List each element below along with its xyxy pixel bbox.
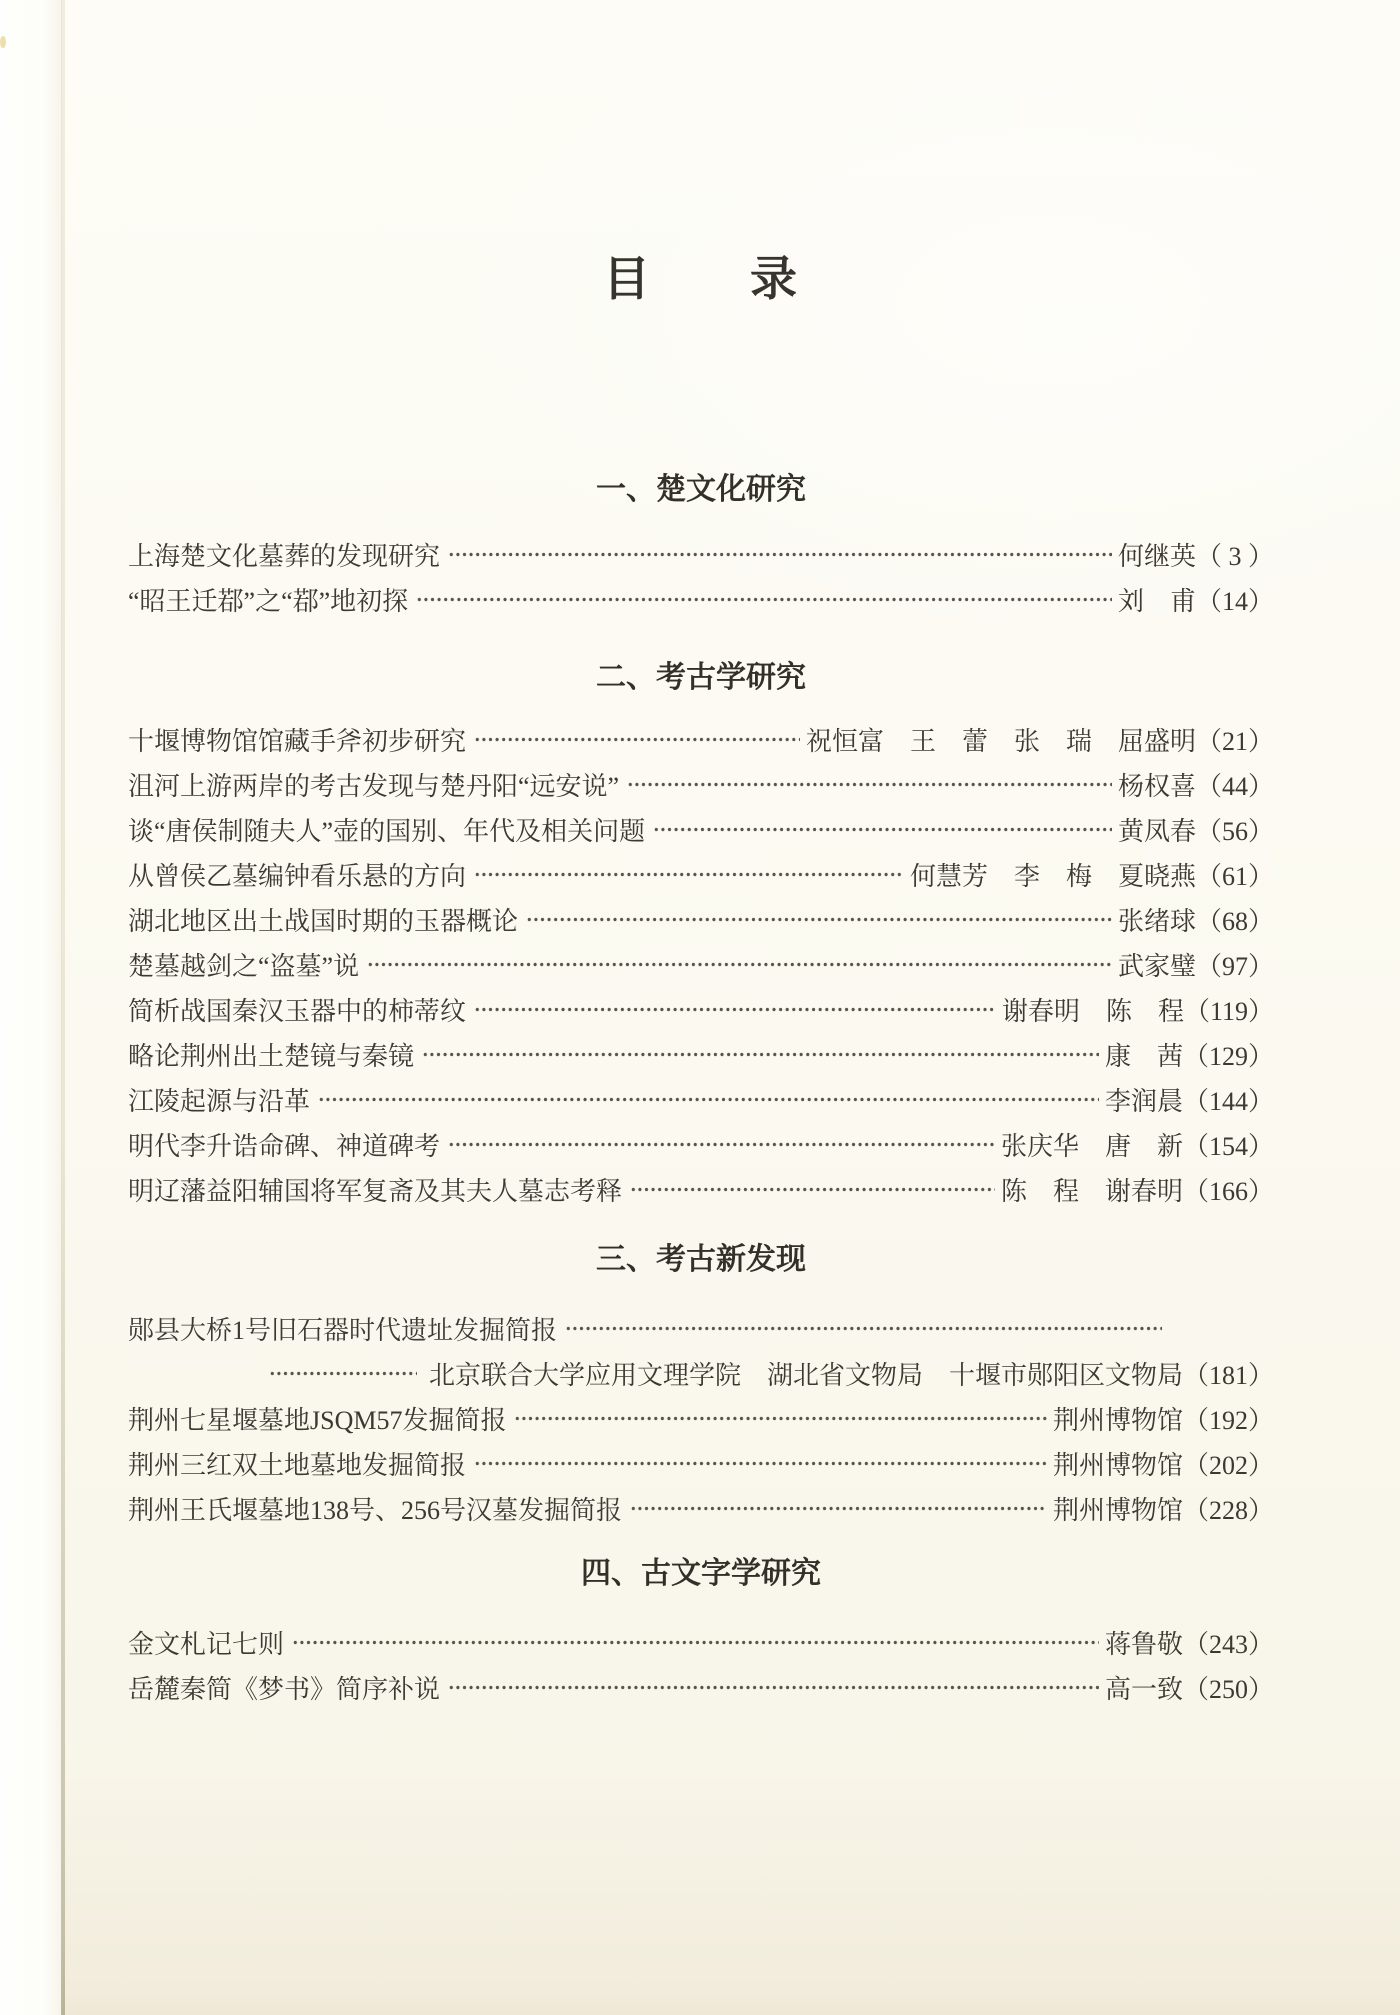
entry-title: 荆州三红双土地墓地发掘简报: [128, 1451, 467, 1480]
entry-authors: 李润晨: [1104, 1087, 1183, 1116]
entry-title: 荆州王氏堰墓地138号、256号汉墓发掘简报: [128, 1496, 623, 1525]
leader-dots: [474, 717, 800, 762]
page-edge-strip: [0, 0, 62, 2015]
scan-speck: [0, 36, 6, 48]
toc-entry: [128, 1486, 1274, 1531]
entry-page-number: （119）: [1183, 997, 1274, 1026]
toc-entry: [128, 1122, 1274, 1167]
entry-authors: 荆州博物馆: [1052, 1406, 1183, 1435]
entry-authors: 陈 程 谢春明: [1000, 1177, 1183, 1206]
section-heading: 三、考古新发现: [596, 1242, 806, 1277]
toc-entry: [128, 942, 1274, 987]
entry-authors: 北京联合大学应用文理学院 湖北省文物局 十堰市郧阳区文物局: [428, 1361, 1183, 1390]
entry-title: 明辽藩益阳辅国将军复斋及其夫人墓志考释: [128, 1177, 623, 1206]
entry-page-number: （21）: [1195, 727, 1274, 756]
leader-dots: [448, 1122, 995, 1167]
toc-entry: [128, 987, 1274, 1032]
toc-section: [128, 469, 1274, 622]
section-rows: [128, 532, 1274, 622]
entry-page-number: （181）: [1182, 1361, 1274, 1390]
entry-authors: 黄凤春: [1117, 817, 1196, 846]
section-rows: [128, 717, 1274, 1212]
toc-section: [128, 1239, 1274, 1531]
entry-page-number: （144）: [1182, 1087, 1274, 1116]
leader-dots: [627, 762, 1112, 807]
entry-authors: 张绪球: [1117, 907, 1196, 936]
entry-page-number: （250）: [1182, 1675, 1274, 1704]
leader-dots: [514, 1396, 1046, 1441]
section-heading: 一、楚文化研究: [596, 472, 806, 507]
page-title: 目 录: [603, 254, 799, 306]
entry-authors: 谢春明 陈 程: [1001, 997, 1184, 1026]
leader-dots: [448, 532, 1112, 577]
leader-dots: [474, 987, 996, 1032]
entry-title: 楚墓越剑之“盗墓”说: [128, 952, 360, 981]
section-heading: 二、考古学研究: [596, 660, 806, 695]
entry-page-number: （ 3 ）: [1195, 542, 1274, 571]
section-rows: [128, 1306, 1274, 1531]
leader-dots: [416, 577, 1112, 622]
toc-body: [128, 469, 1274, 1710]
entry-page-number: （192）: [1182, 1406, 1274, 1435]
entry-title: 荆州七星堰墓地JSQM57发掘简报: [128, 1406, 507, 1435]
leader-dots: [448, 1665, 1099, 1710]
toc-entry: [128, 532, 1274, 577]
entry-title: 从曾侯乙墓编钟看乐悬的方向: [128, 862, 467, 891]
toc-entry: [128, 577, 1274, 622]
entry-page-number: （68）: [1195, 907, 1274, 936]
leader-dots: [474, 852, 904, 897]
entry-authors: 何慧芳 李 梅 夏晓燕: [909, 862, 1196, 891]
entry-title: 金文札记七则: [128, 1630, 285, 1659]
leader-dots: [565, 1306, 1162, 1351]
section-heading: 四、古文字学研究: [581, 1556, 821, 1591]
entry-authors: 祝恒富 王 蕾 张 瑞 屈盛明: [805, 727, 1196, 756]
entry-title: 沮河上游两岸的考古发现与楚丹阳“远安说”: [128, 772, 620, 801]
entry-page-number: （56）: [1195, 817, 1274, 846]
entry-page-number: （129）: [1182, 1042, 1274, 1071]
leader-dots: [526, 897, 1112, 942]
leader-dots: [422, 1032, 1099, 1077]
entry-authors: 荆州博物馆: [1052, 1451, 1183, 1480]
entry-page-number: （166）: [1182, 1177, 1274, 1206]
entry-authors: 张庆华 唐 新: [1000, 1132, 1183, 1161]
entry-authors: 武家璧: [1117, 952, 1196, 981]
toc-entry: [128, 717, 1274, 762]
entry-title: 谈“唐侯制随夫人”壶的国别、年代及相关问题: [128, 817, 646, 846]
entry-title: 上海楚文化墓葬的发现研究: [128, 542, 441, 571]
entry-authors: 何继英: [1117, 542, 1196, 571]
toc-entry: [128, 1620, 1274, 1665]
entry-page-number: （44）: [1195, 772, 1274, 801]
toc-entry: [128, 1441, 1274, 1486]
toc-section: [128, 657, 1274, 1212]
toc-entry: [128, 807, 1274, 852]
spine-crease: [61, 0, 65, 2015]
entry-page-number: （14）: [1195, 587, 1274, 616]
entry-page-number: （202）: [1182, 1451, 1274, 1480]
toc-entry-continuation: [128, 1351, 1274, 1396]
toc-entry: [128, 1396, 1274, 1441]
leader-dots: [653, 807, 1112, 852]
entry-page-number: （61）: [1195, 862, 1274, 891]
entry-title: 明代李升诰命碑、神道碑考: [128, 1132, 441, 1161]
entry-page-number: （154）: [1182, 1132, 1274, 1161]
entry-authors: 高一致: [1104, 1675, 1183, 1704]
entry-title: 湖北地区出土战国时期的玉器概论: [128, 907, 519, 936]
leader-dots: [292, 1620, 1099, 1665]
toc-entry: [128, 1077, 1274, 1122]
leader-dots: [367, 942, 1112, 987]
leader-dots: [630, 1486, 1047, 1531]
entry-authors: 康 茜: [1104, 1042, 1183, 1071]
entry-title: 十堰博物馆馆藏手斧初步研究: [128, 727, 467, 756]
entry-authors: 荆州博物馆: [1052, 1496, 1183, 1525]
leader-dots: [269, 1351, 417, 1396]
entry-title: 郧县大桥1号旧石器时代遗址发掘简报: [128, 1316, 558, 1345]
entry-authors: 刘 甫: [1117, 587, 1196, 616]
leader-dots: [318, 1077, 1099, 1122]
section-rows: [128, 1620, 1274, 1710]
entry-title: 简析战国秦汉玉器中的柿蒂纹: [128, 997, 467, 1026]
leader-dots: [630, 1167, 995, 1212]
entry-authors: 杨权喜: [1117, 772, 1196, 801]
toc-entry: [128, 1306, 1274, 1351]
toc-entry: [128, 897, 1274, 942]
toc-entry: [128, 1167, 1274, 1212]
entry-title: 江陵起源与沿革: [128, 1087, 311, 1116]
toc-entry: [128, 852, 1274, 897]
toc-content: [128, 0, 1274, 1710]
toc-entry: [128, 1032, 1274, 1077]
toc-section: [128, 1553, 1274, 1710]
toc-entry: [128, 1665, 1274, 1710]
toc-entry: [128, 762, 1274, 807]
leader-dots: [474, 1441, 1047, 1486]
entry-page-number: （243）: [1182, 1630, 1274, 1659]
entry-page-number: （97）: [1195, 952, 1274, 981]
entry-title: 岳麓秦简《梦书》简序补说: [128, 1675, 441, 1704]
entry-title: 略论荆州出土楚镜与秦镜: [128, 1042, 415, 1071]
entry-title: “昭王迁鄀”之“鄀”地初探: [128, 587, 409, 616]
entry-page-number: （228）: [1182, 1496, 1274, 1525]
entry-authors: 蒋鲁敬: [1104, 1630, 1183, 1659]
